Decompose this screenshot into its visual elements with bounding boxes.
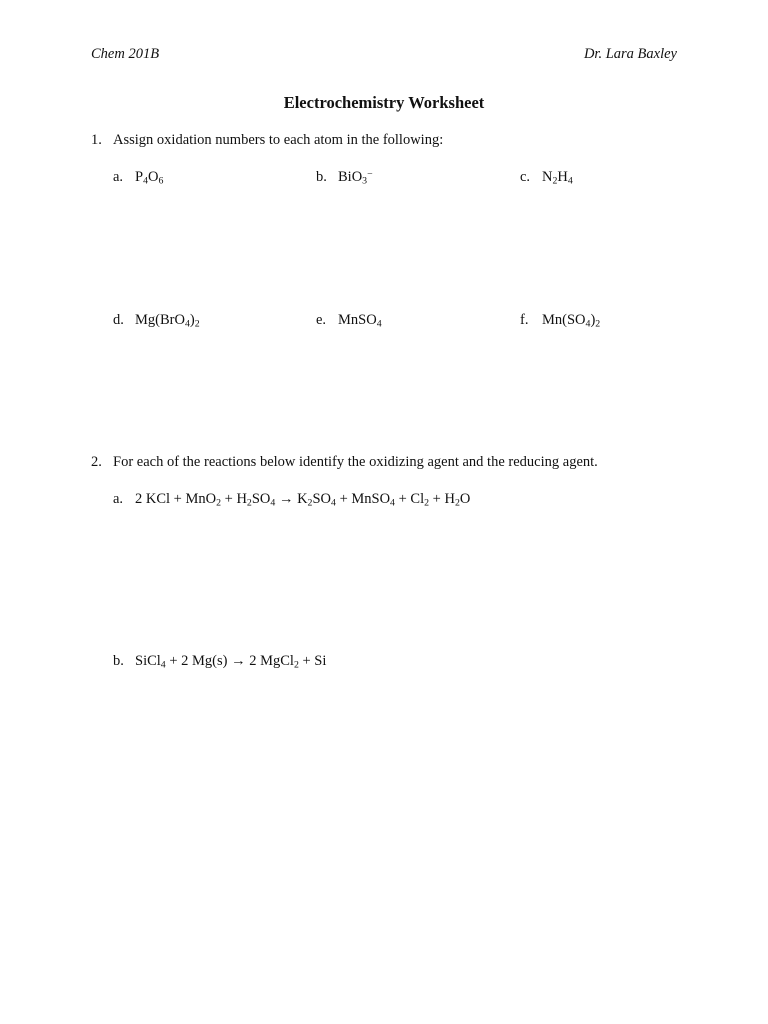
q1-item-d-label: d. xyxy=(113,312,124,328)
q1-item-c-label: c. xyxy=(520,169,531,185)
question-2 xyxy=(91,455,598,470)
question-1-number: 1. xyxy=(91,132,102,148)
q1-item-b xyxy=(316,170,373,185)
q1-item-f xyxy=(520,313,600,328)
course-code: Chem 201B xyxy=(91,46,160,62)
q1-item-b-formula: BiO$_3$− xyxy=(338,168,373,187)
question-1 xyxy=(91,133,443,148)
q2-item-b-label: b. xyxy=(113,653,124,669)
q1-item-d-formula: $Mg(BrO_4)_2$ xyxy=(135,312,200,330)
instructor-name: Dr. Lara Baxley xyxy=(583,46,677,62)
q2-item-b xyxy=(113,654,326,669)
page-title: Electrochemistry Worksheet xyxy=(283,93,485,112)
q2-item-a-label: a. xyxy=(113,491,124,507)
q1-item-d xyxy=(113,313,200,328)
q1-item-a-label: a. xyxy=(113,169,124,185)
q1-item-c-formula: $N_2H_4$ xyxy=(542,169,573,187)
question-2-prompt: For each of the reactions below identify the oxidizing agent and the reducing agent. xyxy=(113,454,598,470)
question-1-prompt: Assign oxidation numbers to each atom in the following: xyxy=(113,132,444,148)
q1-item-b-label: b. xyxy=(316,169,327,185)
q2-item-b-reaction: SiCl$_4$ + 2 Mg(s) → 2 MgCl$_2$ + Si xyxy=(135,653,327,671)
q2-item-a-reaction: 2 KCl + $MnO_2 + H_2SO_4 \to K_2SO_4$ + MnSO$_4$ + $Cl_2 + H_2O$ xyxy=(135,491,471,509)
q1-item-f-label: f. xyxy=(520,312,529,328)
q1-item-a-formula: $P_4O_6$ xyxy=(135,169,164,187)
q1-item-a xyxy=(113,170,163,185)
q1-item-e xyxy=(316,313,382,328)
q1-item-e-label: e. xyxy=(316,312,327,328)
q1-item-c xyxy=(520,170,573,185)
q1-item-e-formula: MnSO$_4$ xyxy=(338,312,382,330)
q1-item-f-formula: $Mn(SO_4)_2$ xyxy=(542,312,601,330)
question-2-number: 2. xyxy=(91,454,102,470)
q2-item-a xyxy=(113,492,470,507)
